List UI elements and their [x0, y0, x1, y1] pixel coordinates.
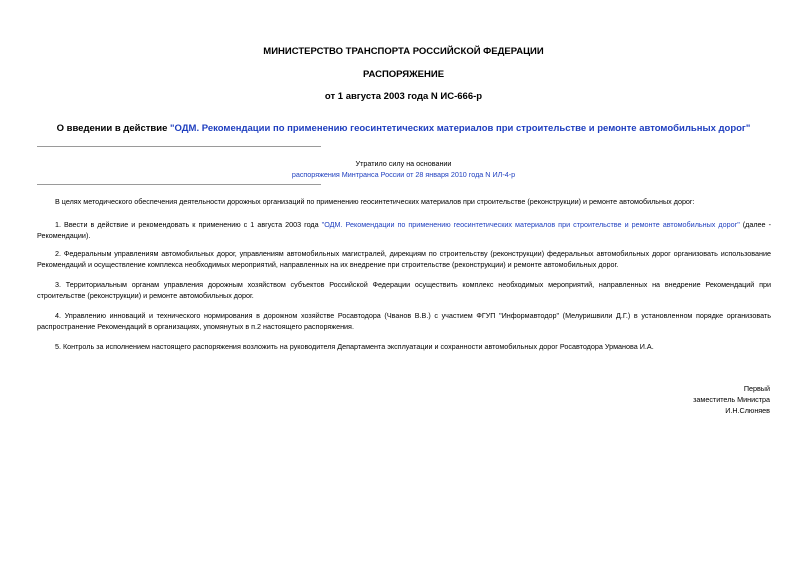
document-date-heading: от 1 августа 2003 года N ИС-666-р	[324, 91, 483, 102]
status-note: Утратило силу на основании	[355, 159, 452, 168]
signature-position-line2: заместитель Министра	[693, 395, 770, 404]
signature-block	[693, 383, 770, 416]
signature-position-line1: Первый	[743, 384, 770, 393]
divider-top	[37, 146, 321, 147]
status-link[interactable]: распоряжения Минтранса России от 28 января 2010 года N ИЛ-4-р	[291, 170, 516, 179]
document-subject	[0, 123, 807, 134]
intro-paragraph: В целях методического обеспечения деятельности дорожных организаций по применению геосинтетических материалов при строительстве (реконструкции) и ремонте автомобильных дорог:	[55, 197, 695, 206]
subject-prefix: О введении в действие	[56, 123, 171, 134]
paragraph-3: 3. Территориальным органам управления дорожным хозяйством субъектов Российской Федерации осуществить комплекс необходимых мероприятий, направленных на внедрение Рекомендаций при строительстве (реконструкции) и ремонте автомобильных дорог.	[37, 280, 771, 300]
paragraph-4: 4. Управлению инноваций и технического нормирования в дорожном хозяйстве Росавтодора (Чванов В.В.) с участием ФГУП "Информавтодор" (Мелуришвили Д.Г.) в установленном порядке организовать распространение Рекомендаций в организациях, упомянутых в п.2 настоящего распоряжения.	[37, 311, 771, 331]
document-type-heading: РАСПОРЯЖЕНИЕ	[362, 69, 445, 80]
subject-link[interactable]: "ОДМ. Рекомендации по применению геосинтетических материалов при строительстве и ремонте автомобильных дорог"	[170, 123, 751, 134]
status-link-line	[0, 170, 807, 179]
paragraph-1-link[interactable]: "ОДМ. Рекомендации по применению геосинтетических материалов при строительстве и ремонте автомобильных дорог"	[321, 220, 740, 229]
paragraph-1-text-after: (далее - Рекомендации).	[37, 220, 771, 240]
paragraph-1-text-before: 1. Ввести в действие и рекомендовать к применению с 1 августа 2003 года	[55, 220, 322, 229]
signature-name: И.Н.Слюняев	[725, 406, 770, 415]
paragraph-1	[37, 220, 771, 241]
paragraph-2: 2. Федеральным управлениям автомобильных дорог, управлениям автомобильных магистралей, дирекциям по строительству (реконструкции) федеральных автомобильных дорог организовать использование Рекомендаций и осуществление комплекса необходимых мероприятий, направленных на их внедрение при строительстве (реконструкции) и ремонте автомобильных дорог.	[37, 249, 771, 269]
ministry-heading: МИНИСТЕРСТВО ТРАНСПОРТА РОССИЙСКОЙ ФЕДЕРАЦИИ	[263, 46, 544, 57]
paragraph-5: 5. Контроль за исполнением настоящего распоряжения возложить на руководителя Департамента эксплуатации и сохранности автомобильных дорог Росавтодора Урманова И.А.	[55, 342, 654, 351]
divider-bottom	[37, 184, 321, 185]
